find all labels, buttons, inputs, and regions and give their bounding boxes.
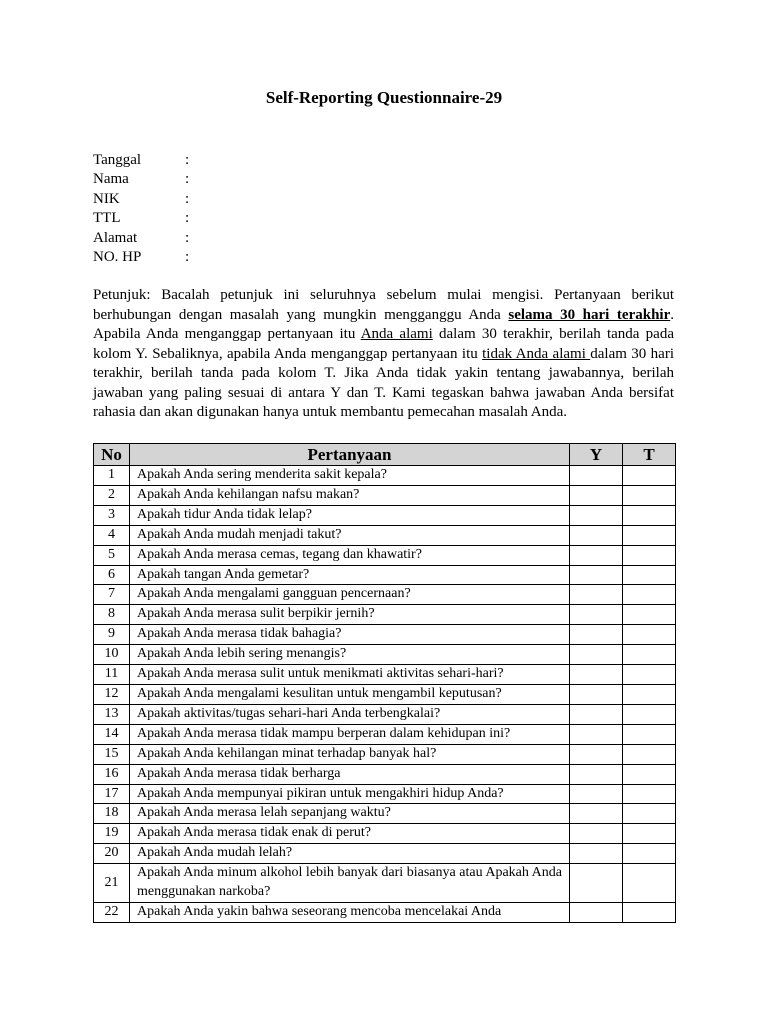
row-number: 9 — [94, 625, 130, 645]
row-question: Apakah Anda mempunyai pikiran untuk mengakhiri hidup Anda? — [130, 784, 570, 804]
field-alamat — [93, 229, 195, 248]
row-number: 17 — [94, 784, 130, 804]
header-no: No — [94, 444, 130, 466]
field-colon: : — [185, 190, 190, 207]
answer-t-cell[interactable] — [623, 545, 676, 565]
instructions-emphasis: tidak Anda alami — [482, 345, 591, 362]
answer-y-cell[interactable] — [570, 724, 623, 744]
table-row — [94, 804, 676, 824]
field-nama — [93, 170, 195, 189]
table-row — [94, 585, 676, 605]
answer-t-cell[interactable] — [623, 804, 676, 824]
answer-t-cell[interactable] — [623, 684, 676, 704]
answer-y-cell[interactable] — [570, 764, 623, 784]
answer-y-cell[interactable] — [570, 545, 623, 565]
field-colon: : — [185, 248, 190, 265]
row-number: 8 — [94, 605, 130, 625]
table-row — [94, 764, 676, 784]
answer-y-cell[interactable] — [570, 505, 623, 525]
answer-t-cell[interactable] — [623, 824, 676, 844]
row-number: 12 — [94, 684, 130, 704]
field-nik — [93, 190, 195, 209]
row-question: Apakah Anda minum alkohol lebih banyak dari biasanya atau Apakah Anda menggunakan narkoba? — [130, 864, 570, 903]
row-number: 16 — [94, 764, 130, 784]
field-label: Alamat — [93, 229, 138, 246]
table-row — [94, 645, 676, 665]
row-number: 2 — [94, 485, 130, 505]
instructions-emphasis: selama 30 hari terakhir — [508, 306, 671, 323]
instructions-text: dalam 30 terakhir, berilah tanda pada kolom Y. Sebaliknya, apabila Anda menganggap pertanyaan itu — [93, 326, 675, 362]
row-question: Apakah Anda sering menderita sakit kepala? — [130, 466, 570, 486]
field-tanggal — [93, 151, 195, 170]
table-row — [94, 902, 676, 922]
field-colon: : — [185, 171, 190, 188]
answer-y-cell[interactable] — [570, 625, 623, 645]
answer-y-cell[interactable] — [570, 784, 623, 804]
table-row — [94, 844, 676, 864]
header-t: T — [623, 444, 676, 466]
row-question: Apakah Anda merasa tidak berharga — [130, 764, 570, 784]
field-ttl — [93, 209, 195, 228]
row-question: Apakah Anda merasa sulit berpikir jernih? — [130, 605, 570, 625]
table-row — [94, 565, 676, 585]
instructions-paragraph — [93, 286, 674, 423]
row-question: Apakah Anda merasa tidak bahagia? — [130, 625, 570, 645]
row-number: 14 — [94, 724, 130, 744]
answer-t-cell[interactable] — [623, 605, 676, 625]
answer-y-cell[interactable] — [570, 684, 623, 704]
answer-t-cell[interactable] — [623, 784, 676, 804]
answer-y-cell[interactable] — [570, 902, 623, 922]
field-label: Nama — [93, 171, 129, 188]
row-question: Apakah Anda kehilangan minat terhadap banyak hal? — [130, 744, 570, 764]
header-y: Y — [570, 444, 623, 466]
row-number: 5 — [94, 545, 130, 565]
table-row — [94, 724, 676, 744]
answer-t-cell[interactable] — [623, 565, 676, 585]
answer-t-cell[interactable] — [623, 585, 676, 605]
row-question: Apakah aktivitas/tugas sehari-hari Anda terbengkalai? — [130, 704, 570, 724]
field-label: TTL — [93, 210, 121, 227]
row-question: Apakah Anda mengalami kesulitan untuk mengambil keputusan? — [130, 684, 570, 704]
table-row — [94, 525, 676, 545]
field-no-hp — [93, 248, 195, 267]
row-number: 6 — [94, 565, 130, 585]
answer-t-cell[interactable] — [623, 665, 676, 685]
identity-fields — [93, 151, 195, 267]
row-question: Apakah tidur Anda tidak lelap? — [130, 505, 570, 525]
table-row — [94, 505, 676, 525]
table-row — [94, 665, 676, 685]
answer-y-cell[interactable] — [570, 605, 623, 625]
document-title: Self-Reporting Questionnaire-29 — [265, 88, 503, 107]
answer-y-cell[interactable] — [570, 744, 623, 764]
answer-y-cell[interactable] — [570, 804, 623, 824]
answer-y-cell[interactable] — [570, 525, 623, 545]
field-label: NIK — [93, 190, 120, 207]
field-colon: : — [185, 210, 190, 227]
answer-t-cell[interactable] — [623, 724, 676, 744]
answer-t-cell[interactable] — [623, 704, 676, 724]
row-number: 7 — [94, 585, 130, 605]
table-body — [94, 466, 676, 923]
row-number: 18 — [94, 804, 130, 824]
answer-t-cell[interactable] — [623, 485, 676, 505]
answer-y-cell[interactable] — [570, 824, 623, 844]
table-row — [94, 784, 676, 804]
answer-y-cell[interactable] — [570, 704, 623, 724]
row-number: 3 — [94, 505, 130, 525]
answer-t-cell[interactable] — [623, 466, 676, 486]
row-question: Apakah Anda mudah menjadi takut? — [130, 525, 570, 545]
answer-t-cell[interactable] — [623, 902, 676, 922]
row-number: 1 — [94, 466, 130, 486]
table-row — [94, 605, 676, 625]
field-colon: : — [185, 152, 190, 168]
row-question: Apakah Anda merasa tidak mampu berperan dalam kehidupan ini? — [130, 724, 570, 744]
row-number: 21 — [94, 864, 130, 903]
row-number: 10 — [94, 645, 130, 665]
row-number: 19 — [94, 824, 130, 844]
answer-y-cell[interactable] — [570, 665, 623, 685]
row-question: Apakah tangan Anda gemetar? — [130, 565, 570, 585]
instructions-text: dalam 30 hari terakhir, berilah tanda pada kolom T. Jika Anda tidak yakin tentang jawabannya, berilah jawaban yang paling sesuai di antara Y dan T. Kami tegaskan bahwa jawaban Anda bersifat rahasia dan akan digunakan hanya untuk membantu pemecahan masalah Anda. — [93, 345, 674, 420]
table-header-row — [94, 444, 676, 466]
header-question: Pertanyaan — [130, 444, 570, 466]
answer-t-cell[interactable] — [623, 645, 676, 665]
answer-y-cell[interactable] — [570, 565, 623, 585]
table-row — [94, 824, 676, 844]
instructions-emphasis: Anda alami — [360, 326, 433, 342]
table-row — [94, 744, 676, 764]
answer-t-cell[interactable] — [623, 505, 676, 525]
answer-t-cell[interactable] — [623, 764, 676, 784]
row-number: 11 — [94, 665, 130, 685]
answer-t-cell[interactable] — [623, 864, 676, 903]
row-number: 20 — [94, 844, 130, 864]
row-question: Apakah Anda merasa cemas, tegang dan khawatir? — [130, 545, 570, 565]
row-question: Apakah Anda merasa tidak enak di perut? — [130, 824, 570, 844]
answer-t-cell[interactable] — [623, 744, 676, 764]
field-label: NO. HP — [93, 248, 142, 265]
table-row — [94, 466, 676, 486]
answer-t-cell[interactable] — [623, 844, 676, 864]
field-colon: : — [185, 229, 190, 246]
field-label: Tanggal — [93, 152, 142, 168]
answer-y-cell[interactable] — [570, 844, 623, 864]
row-number: 13 — [94, 704, 130, 724]
instructions-text: Petunjuk: Bacalah petunjuk ini seluruhnya sebelum mulai mengisi. Pertanyaan berikut berhubungan dengan masalah yang mungkin mengganggu Anda — [93, 287, 674, 323]
row-number: 22 — [94, 902, 130, 922]
answer-y-cell[interactable] — [570, 485, 623, 505]
row-question: Apakah Anda yakin bahwa seseorang mencoba mencelakai Anda — [130, 902, 570, 922]
row-question: Apakah Anda lebih sering menangis? — [130, 645, 570, 665]
table-row — [94, 684, 676, 704]
answer-t-cell[interactable] — [623, 525, 676, 545]
answer-y-cell[interactable] — [570, 645, 623, 665]
table-row — [94, 864, 676, 903]
table-row — [94, 704, 676, 724]
row-number: 4 — [94, 525, 130, 545]
table-row — [94, 545, 676, 565]
table-row — [94, 485, 676, 505]
answer-y-cell[interactable] — [570, 585, 623, 605]
row-question: Apakah Anda mengalami gangguan pencernaan? — [130, 585, 570, 605]
answer-t-cell[interactable] — [623, 625, 676, 645]
answer-y-cell[interactable] — [570, 466, 623, 486]
questionnaire-table — [93, 443, 676, 923]
answer-y-cell[interactable] — [570, 864, 623, 903]
row-question: Apakah Anda mudah lelah? — [130, 844, 570, 864]
row-question: Apakah Anda merasa lelah sepanjang waktu? — [130, 804, 570, 824]
row-question: Apakah Anda merasa sulit untuk menikmati aktivitas sehari-hari? — [130, 665, 570, 685]
row-number: 15 — [94, 744, 130, 764]
instructions-text: . Apabila Anda menganggap pertanyaan itu — [93, 306, 674, 342]
row-question: Apakah Anda kehilangan nafsu makan? — [130, 485, 570, 505]
table-row — [94, 625, 676, 645]
